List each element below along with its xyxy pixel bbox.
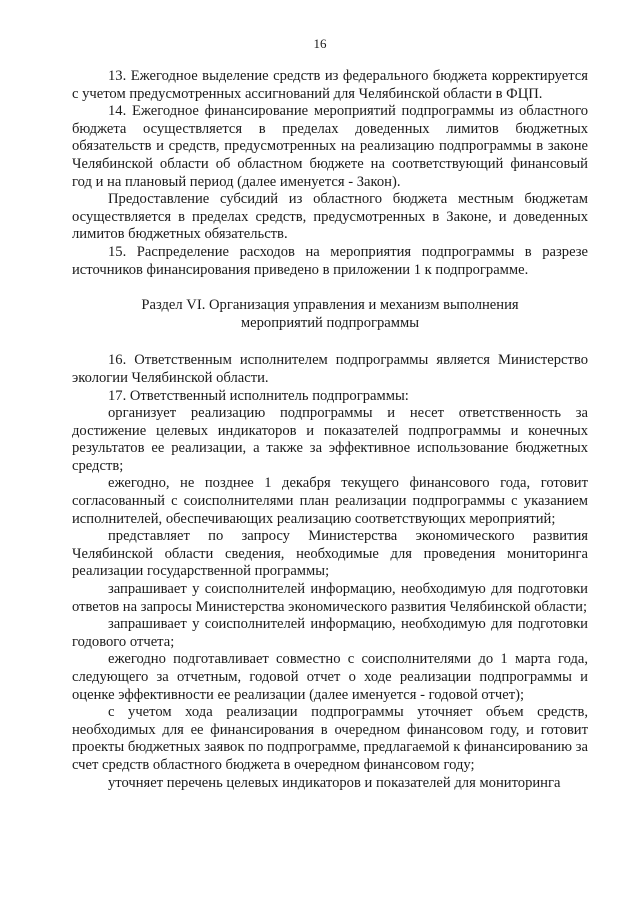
paragraph-annual-plan: ежегодно, не позднее 1 декабря текущего финансового года, готовит согласованный с соисполнителями план реализации подпрограммы с указанием исполнителей, обеспечивающих реализацию соответствующих мероприятий; [72,475,588,527]
paragraph-16: 16. Ответственным исполнителем подпрограммы является Министерство экологии Челябинской области. [72,352,588,386]
paragraph-requests-info-answers: запрашивает у соисполнителей информацию, необходимую для подготовки ответов на запросы Министерства экономического развития Челябинской области; [72,581,588,615]
paragraph-17: 17. Ответственный исполнитель подпрограммы: [108,387,409,404]
paragraph-organizes: организует реализацию подпрограммы и несет ответственность за достижение целевых индикаторов и показателей подпрограммы и конечных результатов ее реализации, а также за эффективное использование бюджетных средств; [72,405,588,474]
paragraph-requests-info-report: запрашивает у соисполнителей информацию, необходимую для подготовки годового отчета; [72,616,588,650]
paragraph-14: 14. Ежегодное финансирование мероприятий подпрограммы из областного бюджета осуществляется в пределах доведенных лимитов бюджетных обязательств и средств, предусмотренных на реализацию подпрограммы в законе Челябинской области об областном бюджете на соответствующий финансовый год и на плановый период (далее именуется - Закон). [72,103,588,190]
paragraph-subsidies: Предоставление субсидий из областного бюджета местным бюджетам осуществляется в пределах средств, предусмотренных в Законе, и доведенных лимитов бюджетных обязательств. [72,191,588,243]
paragraph-13: 13. Ежегодное выделение средств из федерального бюджета корректируется с учетом предусмотренных ассигнований для Челябинской области в ФЦП. [72,68,588,102]
section-heading-line-1: Раздел VI. Организация управления и механизм выполнения [141,297,519,314]
paragraph-indicators: уточняет перечень целевых индикаторов и показателей для мониторинга [108,774,561,791]
document-body [72,68,588,792]
section-heading [72,297,588,332]
paragraph-15: 15. Распределение расходов на мероприятия подпрограммы в разрезе источников финансирования приведено в приложении 1 к подпрограмме. [72,243,588,278]
paragraph-submits-info: представляет по запросу Министерства экономического развития Челябинской области сведения, необходимые для проведения мониторинга реализации государственной программы; [72,528,588,580]
section-heading-line-2: мероприятий подпрограммы [240,314,420,331]
paragraph-budget-requests: с учетом хода реализации подпрограммы уточняет объем средств, необходимых для ее финансирования в очередном финансовом году, и готовит проекты бюджетных заявок по подпрограмме, предлагаемой к финансированию за счет средств областного бюджета в очередном финансовом году; [72,704,588,773]
paragraph-annual-report: ежегодно подготавливает совместно с соисполнителями до 1 марта года, следующего за отчетным, годовой отчет о ходе реализации подпрограммы и оценке эффективности ее реализации (далее именуется - годовой отчет); [72,651,588,703]
page-number: 16 [313,36,327,51]
